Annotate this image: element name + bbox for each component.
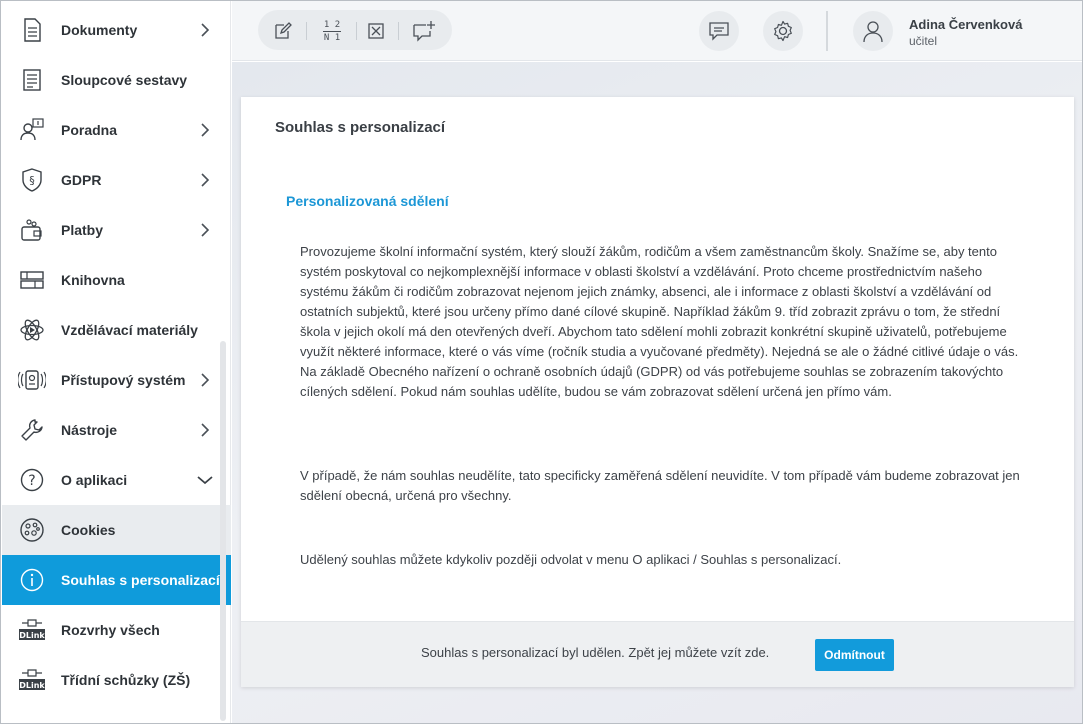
cookie-icon [18,517,46,543]
edit-button[interactable] [268,18,298,44]
chevron-right-icon [198,172,212,188]
sidebar-item-platby[interactable] [2,205,231,255]
numbering-glyph-bottom: N 1 [323,32,341,43]
wallet-icon [18,217,46,243]
report-icon [18,67,46,93]
svg-text:DLink: DLink [19,631,45,640]
sidebar-item-label: Přístupový systém [61,372,186,388]
sidebar-item-label: Dokumenty [61,22,138,38]
add-comment-icon [412,20,436,42]
sidebar-item-label: Rozvrhy všech [61,622,160,638]
paragraph-revoke: Udělený souhlas můžete kdykoliv později odvolat v menu O aplikaci / Souhlas s personalizací. [300,552,842,567]
toolbar [258,10,452,50]
sidebar-item-label: Souhlas s personalizací [61,572,220,588]
sidebar-item-label: Sloupcové sestavy [61,72,188,88]
sidebar-item-gdpr[interactable] [2,155,231,205]
section-title: Personalizovaná sdělení [286,193,449,209]
numbering-button[interactable] [317,18,347,44]
sidebar-item-label: Nástroje [61,422,118,438]
chevron-right-icon [198,122,212,138]
numbering-glyph-top: 1 2 [323,19,341,30]
atom-icon [18,317,46,343]
shield-section-icon [18,167,46,193]
settings-button[interactable] [763,11,803,51]
sidebar-item-poradna[interactable] [2,105,231,155]
info-icon [18,567,46,593]
consent-status-text: Souhlas s personalizací byl udělen. Zpět jej můžete vzít zde. [421,645,770,660]
paragraph-decline: V případě, že nám souhlas neudělíte, tato specificky zaměřená sdělení neuvidíte. V tom případě vám budeme zobrazovat jen sdělení obecná, určená pro všechny. [300,468,1020,503]
sidebar-item-label: GDPR [61,172,102,188]
sidebar-item-label: Poradna [61,122,118,138]
messages-button[interactable] [699,11,739,51]
sidebar-item-sloupcove-sestavy[interactable] [2,55,231,105]
add-comment-button[interactable] [409,18,439,44]
sidebar-item-dokumenty[interactable] [2,5,231,55]
dlink-icon [18,667,46,693]
sidebar-item-label: Platby [61,222,104,238]
close-box-button[interactable] [361,18,391,44]
sidebar-item-label: Třídní schůzky (ZŠ) [61,672,191,688]
access-card-icon [18,367,46,393]
document-icon [18,17,46,43]
svg-text:§: § [29,174,35,187]
counseling-icon [18,117,46,143]
page-title: Souhlas s personalizací [275,119,446,136]
chevron-right-icon [198,422,212,438]
sidebar-item-cookies[interactable] [2,505,231,555]
chevron-right-icon [198,22,212,38]
consent-card [241,97,1074,687]
sidebar-item-label: Knihovna [61,272,125,288]
sidebar-item-label: Cookies [61,522,116,538]
sidebar-item-knihovna[interactable] [2,255,231,305]
wrench-icon [18,417,46,443]
toolbar-separator [356,22,357,40]
sidebar [2,1,231,723]
svg-text:?: ? [28,473,36,489]
user-role: učitel [909,34,938,48]
sidebar-item-vzdelavaci-materialy[interactable] [2,305,231,355]
gear-icon [772,20,794,42]
user-icon [861,19,885,43]
edit-icon [273,21,293,41]
toolbar-separator [306,22,307,40]
chat-icon [708,21,730,41]
header-divider [826,11,828,51]
numbering-icon [323,20,341,43]
books-icon [18,267,46,293]
reject-button[interactable]: Odmítnout [815,639,894,671]
topbar [232,1,1083,61]
user-name[interactable]: Adina Červenková [909,17,1023,32]
question-icon [18,467,46,493]
chevron-right-icon [198,222,212,238]
paragraph-intro: Provozujeme školní informační systém, který slouží žákům, rodičům a všem zaměstnancům školy. Snažíme se, aby tento systém poskytoval co nejkomplexnější informace v oblasti školství a vzdělávání. Proto chceme prostřednictvím našeho systému žákům či rodičům zobrazovat nejenom jejich známky, absenci, ale i informace z oblasti školství a vzdělávání od ostatních subjektů, které jsou určeny přímo dané cílové skupině. Například žákům 9. tříd zobrazit zprávu o tom, že střední škola v jejich okolí má den otevřených dveří. Abychom tato sdělení mohli zobrazit konkrétní skupině uživatelů, potřebujeme využít některé informace, které o vás víme (ročník studia a vyučované předměty). Nejedná se ale o žádné citlivé údaje o vás. Na základě Obecného nařízení o ochraně osobních údajů (GDPR) od vás potřebujeme souhlas se zobrazením takovýchto cílených sdělení. Pokud nám souhlas udělíte, budou se vám zobrazovat sdělení určená jen přímo vám. [300,244,1019,399]
chevron-down-icon [196,472,214,488]
avatar[interactable] [853,11,893,51]
sidebar-item-o-aplikaci[interactable] [2,455,231,505]
sidebar-item-nastroje[interactable] [2,405,231,455]
dlink-icon [18,617,46,643]
svg-text:DLink: DLink [19,681,45,690]
sidebar-item-rozvrhy-vsech[interactable] [2,605,231,655]
sidebar-item-pristupovy-system[interactable] [2,355,231,405]
sidebar-item-souhlas-s-personalizaci[interactable] [2,555,231,605]
consent-footer [241,621,1074,687]
sidebar-scrollbar[interactable] [220,341,226,721]
chevron-right-icon [198,372,212,388]
sidebar-item-tridni-schuzky[interactable] [2,655,231,705]
close-box-icon [366,21,386,41]
sidebar-item-label: O aplikaci [61,472,128,488]
toolbar-separator [398,22,399,40]
sidebar-item-label: Vzdělávací materiály [61,322,198,338]
